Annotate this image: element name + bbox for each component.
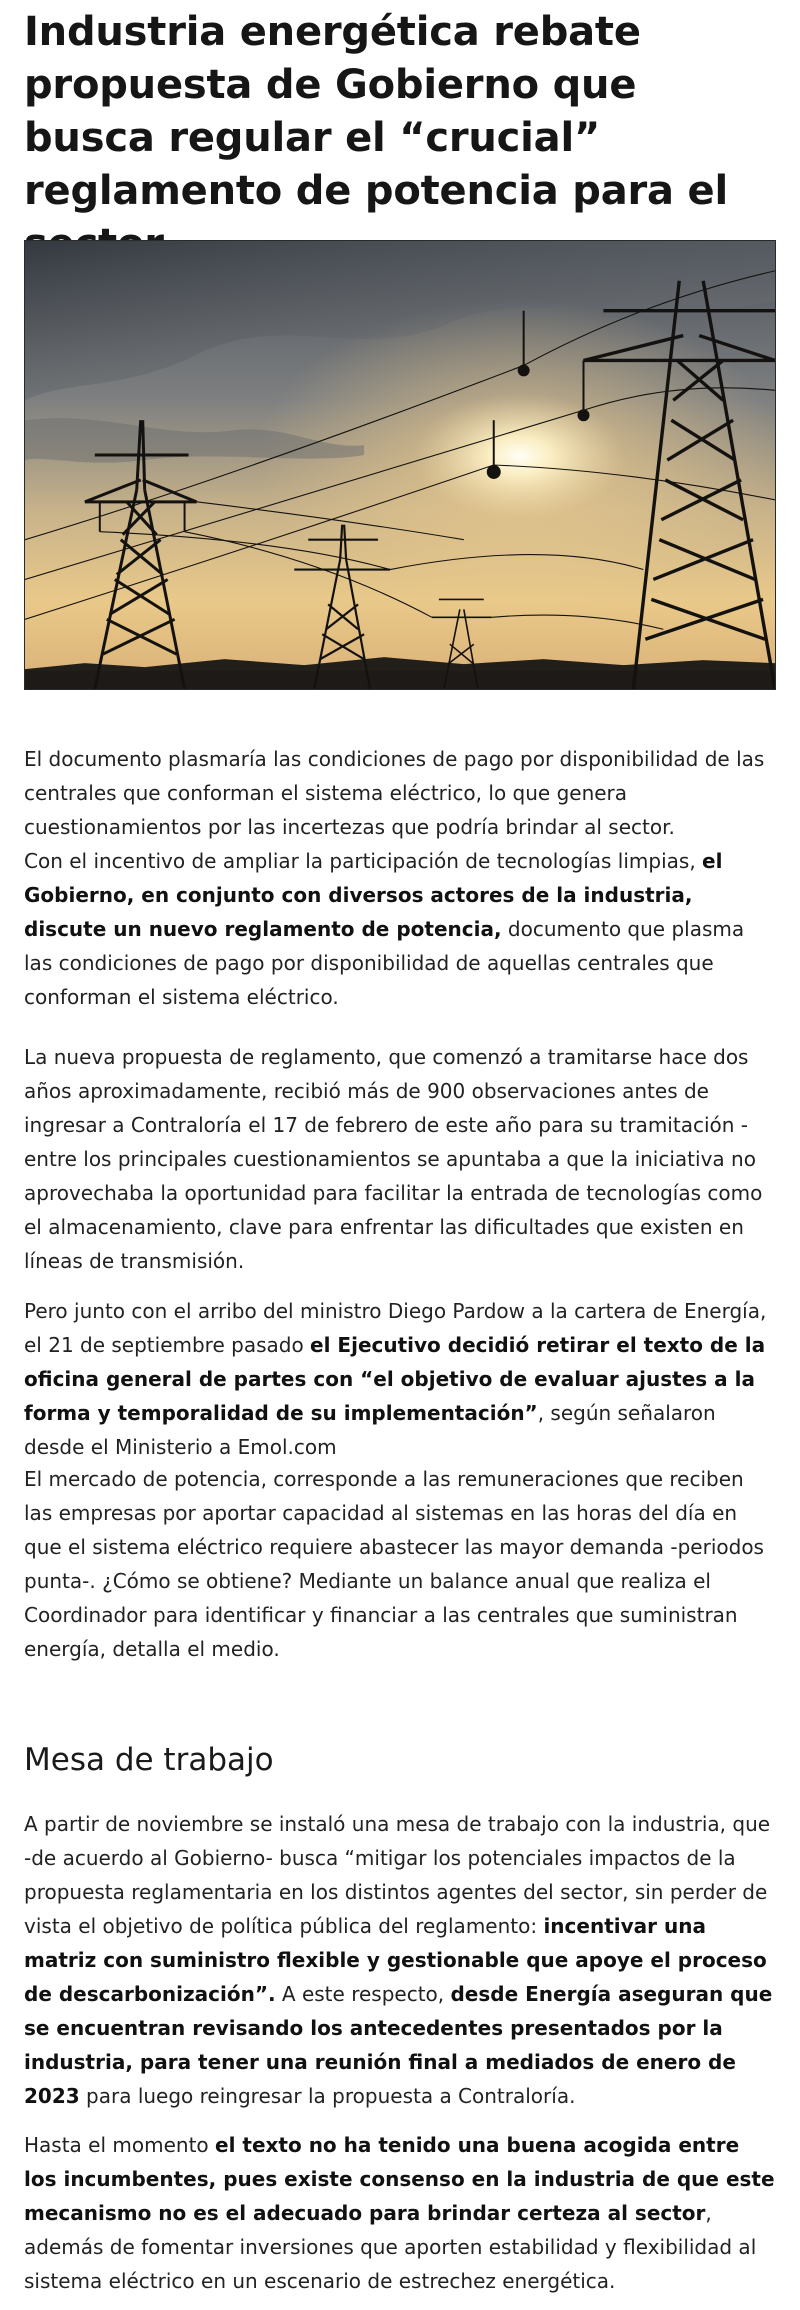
paragraph-5-text: El mercado de potencia, corresponde a las remuneraciones que reciben las empresas por aportar capacidad al sistemas en las horas del día en que el sistema eléctrico requiere abastecer las mayor demanda -periodos punta-. ¿Cómo se obtiene? Mediante un balance anual que realiza el Coordinador para identificar y financiar a las centrales que suministran energía, detalla el medio. [24, 1467, 764, 1661]
section-heading: Mesa de trabajo [24, 1742, 274, 1778]
lead-text: El documento plasmaría las condiciones de pago por disponibilidad de las centrales que conforman el sistema eléctrico, lo que genera cuestionamientos por las incertezas que podría brindar al sector. [24, 747, 765, 839]
paragraph-2-text-end: documento que plasma las condiciones de pago por disponibilidad de aquellas centrales que conforman el sistema eléctrico. [24, 917, 745, 1009]
paragraph-6-bold: incentivar una matriz con suministro flexible y gestionable que apoye el proceso de descarbonización”. [24, 1914, 767, 2006]
paragraph-7-text: Hasta el momento [24, 2133, 216, 2157]
paragraph-2-bold: el Gobierno, en conjunto con diversos actores de la industria, discute un nuevo reglamento de potencia, [24, 849, 723, 941]
paragraph-5 [24, 1462, 776, 1666]
paragraph-2-text: Con el incentivo de ampliar la participación de tecnologías limpias, [24, 849, 703, 873]
paragraph-6 [24, 1807, 776, 2113]
paragraph-6-text: A partir de noviembre se instaló una mesa de trabajo con la industria, que -de acuerdo al Gobierno- busca “mitigar los potenciales impactos de la propuesta reglamentaria en los distintos agentes del sector, sin perder de vista el objetivo de política pública del reglamento: [24, 1812, 771, 1938]
paragraph-lead [24, 742, 776, 844]
hero-image [24, 240, 776, 690]
power-towers-illustration [25, 241, 775, 689]
paragraph-4-text-end: , según señalaron desde el Ministerio a Emol.com [24, 1401, 716, 1459]
paragraph-6-text-end: para luego reingresar la propuesta a Contraloría. [79, 2084, 576, 2108]
paragraph-2 [24, 844, 776, 1014]
paragraph-3 [24, 1040, 776, 1278]
paragraph-4-bold: el Ejecutivo decidió retirar el texto de la oficina general de partes con “el objetivo de evaluar ajustes a la forma y temporalidad de su implementación” [24, 1333, 766, 1425]
article-title: Industria energética rebate propuesta de Gobierno que busca regular el “crucial” reglamento de potencia para el [24, 9, 728, 214]
paragraph-7-bold: el texto no ha tenido una buena acogida entre los incumbentes, pues existe consenso en la industria de que este mecanismo no es el adecuado para brindar certeza al sector [24, 2133, 775, 2225]
paragraph-6-text-mid: A este respecto, [275, 1982, 451, 2006]
paragraph-4 [24, 1294, 776, 1464]
paragraph-7 [24, 2128, 776, 2298]
paragraph-6-bold-2: desde Energía aseguran que se encuentran revisando los antecedentes presentados por la industria, para tener una reunión final a mediados de enero de 2023 [24, 1982, 773, 2108]
paragraph-7-text-end: , además de fomentar inversiones que aporten estabilidad y flexibilidad al sistema eléctrico en un escenario de estrechez energética. [24, 2201, 757, 2293]
paragraph-3-text: La nueva propuesta de reglamento, que comenzó a tramitarse hace dos años aproximadamente, recibió más de 900 observaciones antes de ingresar a Contraloría el 17 de febrero de este año para su tramitación -entre los principales cuestionamientos se apuntaba a que la iniciativa no aprovechaba la oportunidad para facilitar la entrada de tecnologías como el almacenamiento, clave para enfrentar las dificultades que existen en líneas de transmisión. [24, 1045, 763, 1273]
paragraph-4-text: Pero junto con el arribo del ministro Diego Pardow a la cartera de Energía, el 21 de septiembre pasado [24, 1299, 767, 1357]
